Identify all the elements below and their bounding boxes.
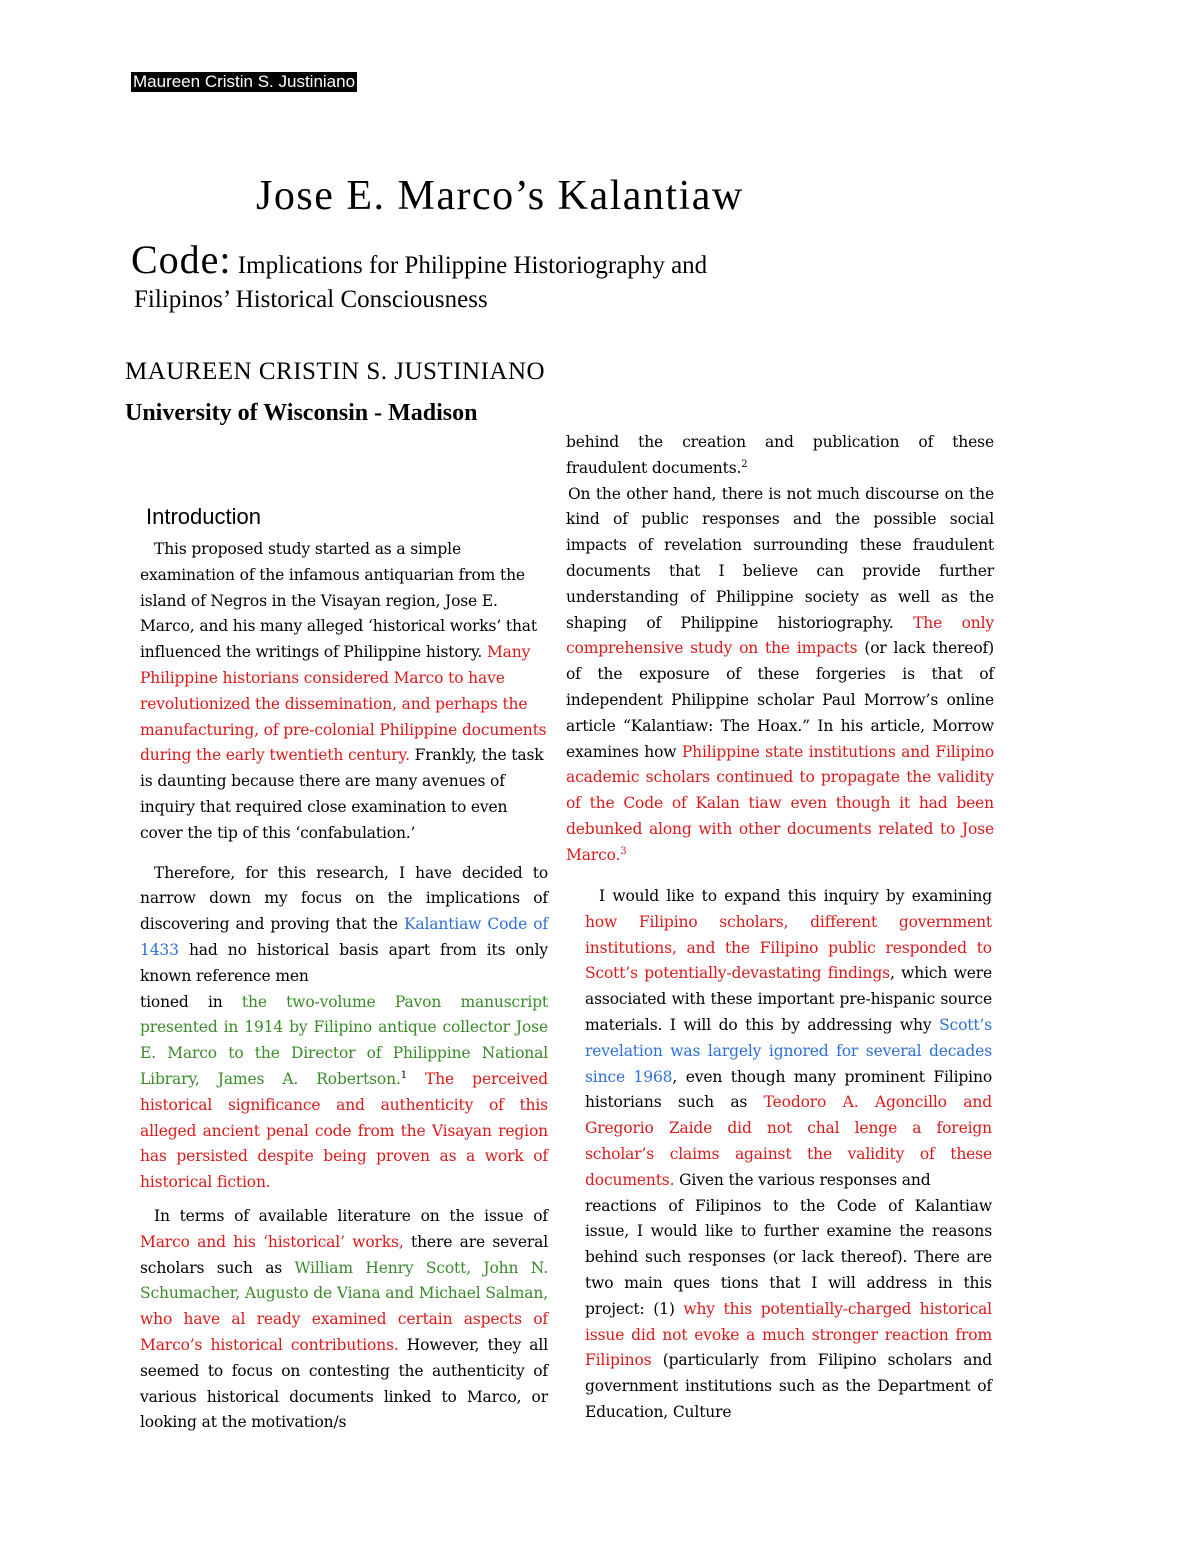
r3-highlight-red-2: Teodoro A. Agoncillo and Gregorio Zaide did not chal lenge a foreign scholar’s claims against the validity of these documents. (585, 1093, 992, 1189)
r2-highlight-red-1: The only comprehensive study on the impacts (566, 613, 994, 658)
r3-highlight-blue: Scott’s revelation was largely ignored for several decades since 1968 (585, 1015, 992, 1086)
left-column (140, 537, 548, 1436)
p3-text-f: However, they all seemed to focus on contesting the authenticity of various historical documents linked to Marco, or looking at the motivation/s (140, 1335, 549, 1432)
paragraph-1 (140, 537, 548, 847)
paragraph-r3 (585, 884, 992, 1194)
r3-highlight-red-3: why this potentially-charged historical issue did not evoke a much stronger reaction from Filipinos (585, 1299, 992, 1370)
author-name: MAUREEN CRISTIN S. JUSTINIANO (125, 358, 546, 385)
section-heading-introduction: Introduction (146, 504, 261, 529)
footnote-ref-3[interactable]: 3 (620, 845, 627, 857)
paragraph-3 (140, 1204, 548, 1436)
r2-highlight-red-2: Philippine state institutions and Filipino academic scholars continued to propagate the validity of the Code of Kalan tiaw even though it had been debunked along with other documents related to Jose Marco. (566, 742, 994, 864)
r3-text-h: reactions of Filipinos to the Code of Kalantiaw issue, I would like to further examine the reasons behind such responses (or lack thereof). There are two main ques tions that I will address in this project: (1) (585, 1196, 992, 1318)
p3-highlight-red-2: who have al ready examined certain aspects of Marco’s historical contributions. (140, 1310, 548, 1354)
title-line-1: Jose E. Marco’s Kalantiaw (256, 173, 744, 219)
p2-highlight-blue: Kalantiaw Code of 1433 (140, 915, 548, 959)
right-column-top (566, 430, 994, 869)
p2-text-a: Therefore, for this research, I have decided to narrow down my focus on the implications of discovering and proving that the (140, 863, 548, 934)
p1-highlight-red: Many Philippine historians considered Marco to have revolutionized the dissemination, and perhaps the manufacturing, of pre-colonial Philippine documents during the early twentieth century. (140, 643, 547, 765)
r2-text-c: (or lack thereof) of the exposure of these forgeries is that of independent Philippine scholar Paul Morrow’s online article “Kalantiaw: The Hoax.” In his article, Morrow examines how (566, 639, 994, 761)
paragraph-r1 (566, 430, 994, 482)
p2-highlight-red: The perceived historical significance and authenticity of this alleged ancient penal code from the Visayan region has persisted despite being proven as a work of historical fiction. (140, 1069, 548, 1192)
title-line-2 (131, 236, 707, 283)
p1-text-c: Frankly, the task is daunting because there are many avenues of inquiry that required close examination to even cover the tip of this ‘confabulation.’ (140, 746, 544, 842)
paragraph-2-cont (140, 990, 548, 1196)
p2-text-c: had no historical basis apart from its only known reference men (140, 940, 548, 985)
p1-text-a: This proposed study started as a simple examination of the infamous antiquarian from the island of Negros in the Visayan region, Jose E. Marco, and his many alleged ‘historical works’ that influenced the writings of Philippine history. (140, 540, 537, 662)
r3-text-g: Given the various responses and (674, 1170, 931, 1189)
p3-highlight-red-1: Marco and his ‘historical’ works, (140, 1232, 404, 1251)
r3-highlight-red-1: how Filipino scholars, different government institutions, and the Filipino public responded to Scott’s potentially-devastating findings (585, 912, 992, 983)
r3-text-a: I would like to expand this inquiry by examining (599, 887, 992, 905)
p3-text-c: there are several scholars such as (140, 1232, 548, 1277)
p3-highlight-green: William Henry Scott, John N. Schumacher, Augusto de Viana and Michael Salman, (140, 1258, 548, 1303)
p2-highlight-green: the two-volume Pavon manuscript presented in 1914 by Filipino antique collector Jose E. Marco to the Director of Philippine National Library, James A. Robertson. (140, 992, 548, 1088)
p2-text-d: tioned in (140, 992, 242, 1011)
r3-text-c: , which were associated with these important pre-hispanic source materials. I will do this by addressing why (585, 964, 993, 1034)
paragraph-r3-cont (585, 1194, 992, 1426)
footnote-ref-1[interactable]: 1 (400, 1069, 407, 1081)
running-header-author: Maureen Cristin S. Justiniano (133, 72, 356, 91)
r3-text-e: , even though many prominent Filipino historians such as (585, 1067, 992, 1112)
paragraph-2 (140, 861, 548, 990)
title-line-3: Filipinos’ Historical Consciousness (134, 286, 488, 313)
title-subtitle-part-1: Implications for Philippine Historiography and (231, 252, 708, 279)
footnote-ref-2[interactable]: 2 (741, 458, 748, 470)
r2-text-a: On the other hand, there is not much discourse on the kind of public responses and the possible social impacts of revelation surrounding these fraudulent documents that I believe can provide further understanding of Philippine society as well as the shaping of Philippine historiography. (566, 484, 994, 632)
right-column-bottom (585, 884, 992, 1426)
p3-text-a: In terms of available literature on the issue of (154, 1206, 548, 1225)
paragraph-r2 (566, 482, 994, 869)
title-code-word: Code: (131, 237, 232, 282)
r1-text: behind the creation and publication of these fraudulent documents. (566, 433, 994, 477)
r3-text-j: (particularly from Filipino scholars and government institutions such as the Department of Education, Culture (585, 1351, 992, 1421)
author-affiliation: University of Wisconsin - Madison (125, 400, 478, 426)
